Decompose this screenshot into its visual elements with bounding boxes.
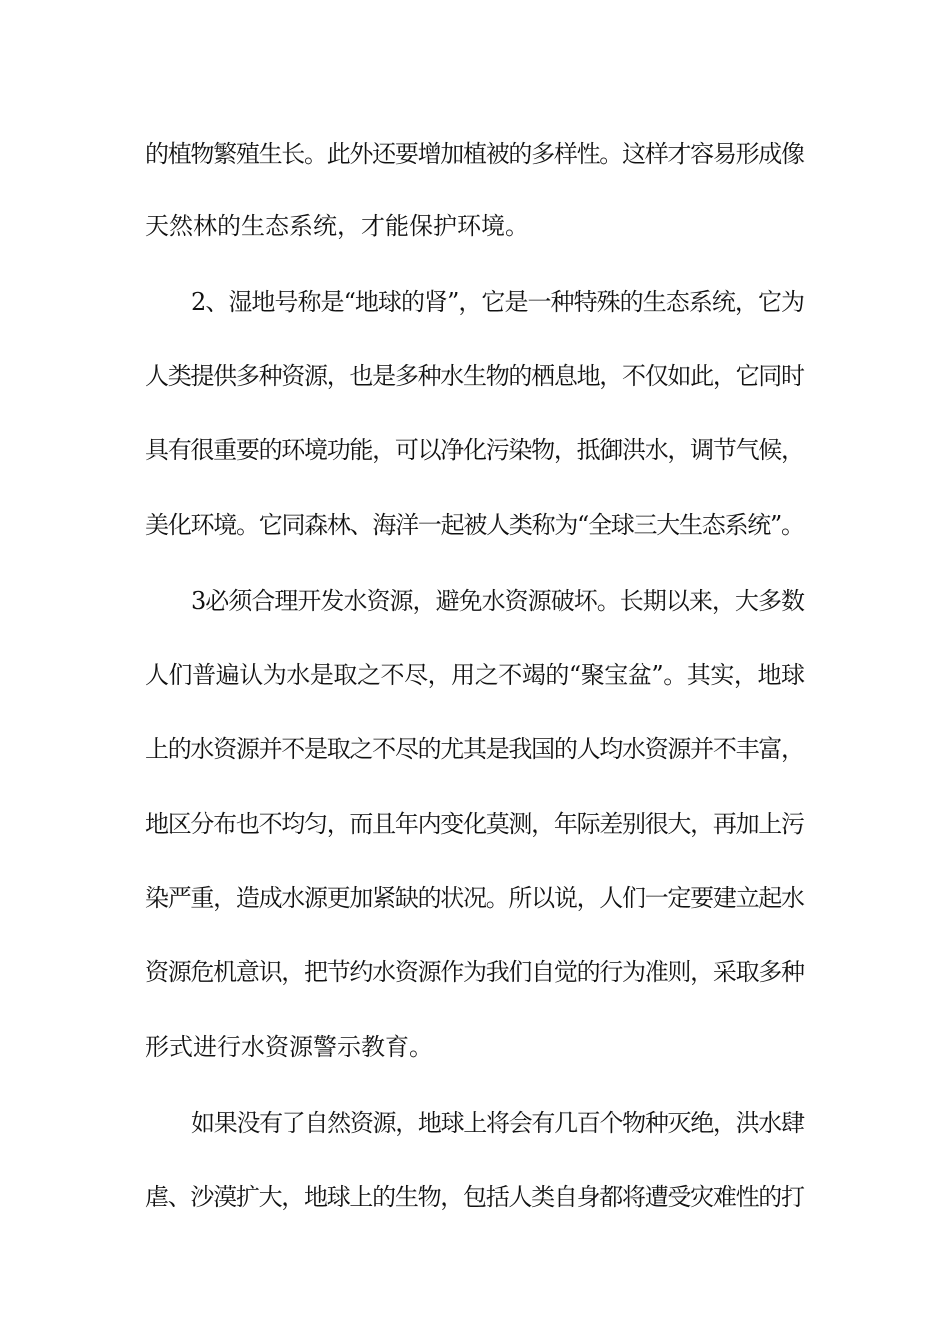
text-line: 天然林的生态系统，才能保护环境。 xyxy=(145,212,529,240)
text-line: 地区分布也不均匀，而且年内变化莫测，年际差别很大，再加上污 xyxy=(145,810,804,838)
paragraph-first-line: 3必须合理开发水资源，避免水资源破坏。长期以来，大多数 xyxy=(191,587,805,615)
text-line: 美化环境。它同森林、海洋一起被人类称为“全球三大生态系统”。 xyxy=(145,511,804,539)
text-line: 虐、沙漠扩大，地球上的生物，包括人类自身都将遭受灾难性的打 xyxy=(145,1183,804,1211)
text-line: 具有很重要的环境功能，可以净化污染物，抵御洪水，调节气候， xyxy=(145,436,804,464)
paragraph-first-line: 2、湿地号称是“地球的肾”，它是一种特殊的生态系统，它为 xyxy=(191,288,805,316)
paragraph-first-line: 如果没有了自然资源，地球上将会有几百个物种灭绝，洪水肆 xyxy=(191,1109,804,1137)
text-line: 上的水资源并不是取之不尽的尤其是我国的人均水资源并不丰富， xyxy=(145,735,804,763)
text-line: 的植物繁殖生长。此外还要增加植被的多样性。这样才容易形成像 xyxy=(145,140,804,168)
text-line: 形式进行水资源警示教育。 xyxy=(145,1033,433,1061)
text-line: 资源危机意识，把节约水资源作为我们自觉的行为准则，采取多种 xyxy=(145,958,804,986)
text-line: 人们普遍认为水是取之不尽，用之不竭的“聚宝盆”。其实，地球 xyxy=(145,661,805,689)
text-line: 人类提供多种资源，也是多种水生物的栖息地，不仅如此，它同时 xyxy=(145,362,804,390)
text-line: 染严重，造成水源更加紧缺的状况。所以说，人们一定要建立起水 xyxy=(145,884,804,912)
